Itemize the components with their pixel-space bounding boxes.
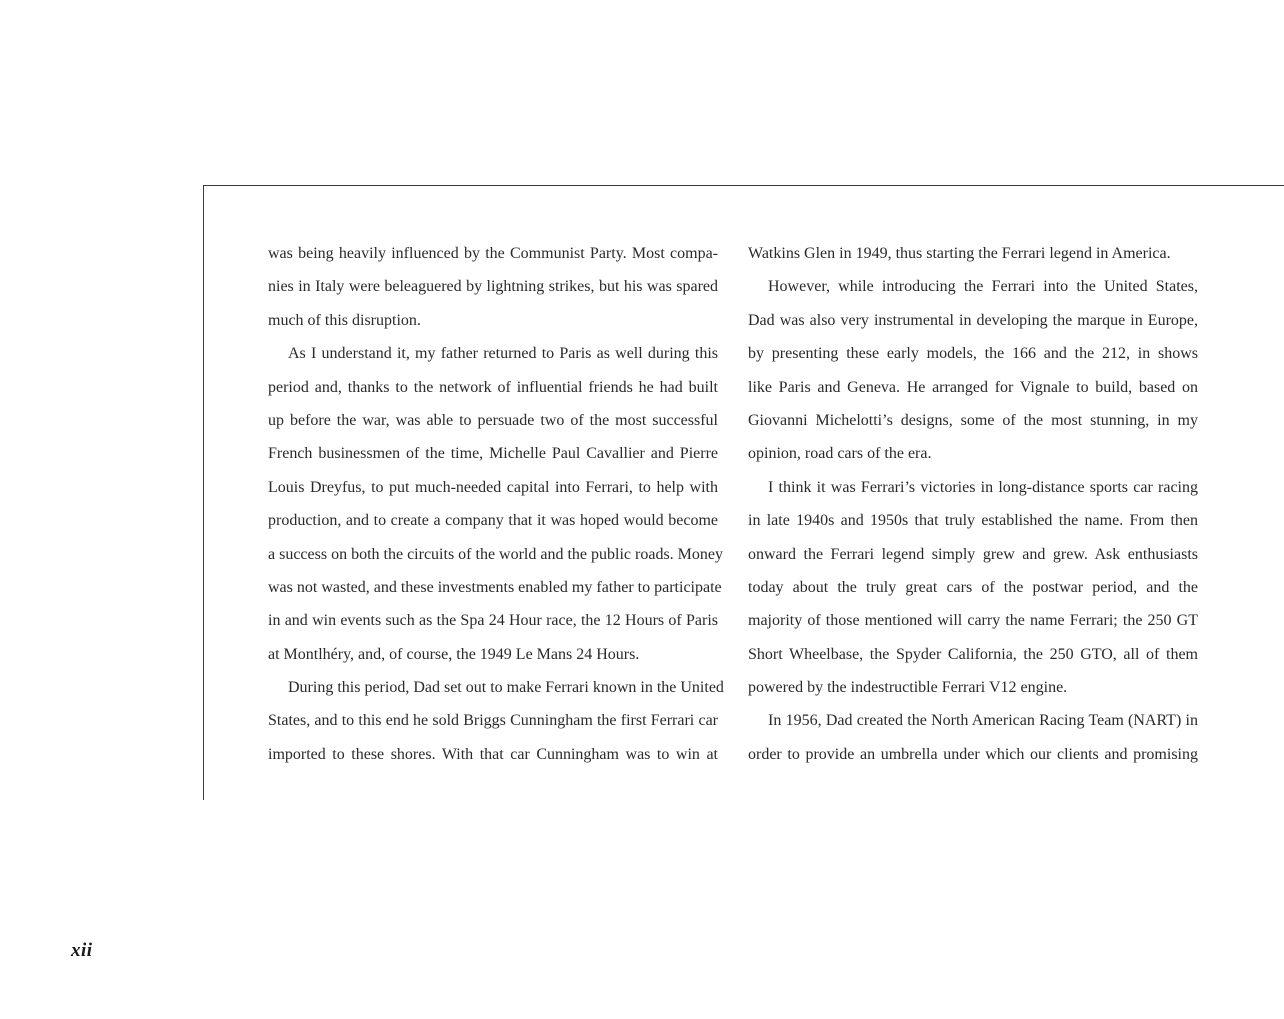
text-line: today about the truly great cars of the postwar period, and the [748, 578, 1198, 596]
text-line: Watkins Glen in 1949, thus starting the Ferrari legend in America. [748, 245, 1171, 262]
text-line: a success on both the circuits of the world and the public roads. Money [268, 545, 723, 563]
text-line: States, and to this end he sold Briggs Cunningham the first Ferrari car [268, 712, 718, 730]
text-line: by presenting these early models, the 166 and the 212, in shows [748, 345, 1198, 363]
text-column-right [748, 237, 1198, 771]
text-line: was being heavily influenced by the Communist Party. Most compa- [268, 245, 718, 262]
text-line: period and, thanks to the network of influential friends he had built [268, 378, 718, 396]
text-line: at Montlhéry, and, of course, the 1949 Le Mans 24 Hours. [268, 645, 640, 663]
text-line: majority of those mentioned will carry the name Ferrari; the 250 GT [748, 612, 1198, 630]
page-number: xii [71, 940, 93, 961]
text-line: Short Wheelbase, the Spyder California, the 250 GTO, all of them [748, 645, 1198, 663]
text-column-left [268, 237, 724, 771]
text-line: opinion, road cars of the era. [748, 445, 932, 463]
text-line: In 1956, Dad created the North American Racing Team (NART) in [768, 712, 1198, 730]
text-line: production, and to create a company that it was hoped would become [268, 512, 718, 530]
text-line: was not wasted, and these investments enabled my father to participate [268, 578, 722, 596]
text-line: in and win events such as the Spa 24 Hour race, the 12 Hours of Paris [268, 612, 718, 630]
text-line: Louis Dreyfus, to put much-needed capital into Ferrari, to help with [268, 478, 718, 496]
text-line: up before the war, was able to persuade two of the most successful [268, 411, 718, 429]
text-line: I think it was Ferrari’s victories in long-distance sports car racing [768, 478, 1198, 496]
frame-top-rule [203, 185, 1284, 186]
text-line: onward the Ferrari legend simply grew and grew. Ask enthusiasts [748, 545, 1198, 563]
text-line: order to provide an umbrella under which our clients and promising [748, 745, 1198, 763]
text-line: powered by the indestructible Ferrari V12 engine. [748, 679, 1068, 697]
text-line: Giovanni Michelotti’s designs, some of the most stunning, in my [748, 411, 1198, 429]
text-line: like Paris and Geneva. He arranged for Vignale to build, based on [748, 378, 1198, 396]
text-line: nies in Italy were beleaguered by lightning strikes, but his was spared [268, 278, 718, 296]
text-line: Dad was also very instrumental in developing the marque in Europe, [748, 311, 1198, 329]
text-line: However, while introducing the Ferrari into the United States, [768, 278, 1198, 296]
text-line: French businessmen of the time, Michelle Paul Cavallier and Pierre [268, 445, 718, 463]
text-line: During this period, Dad set out to make Ferrari known in the United [288, 679, 724, 697]
text-line: much of this disruption. [268, 311, 421, 329]
text-line: As I understand it, my father returned to Paris as well during this [288, 345, 718, 363]
text-line: in late 1940s and 1950s that truly established the name. From then [748, 512, 1198, 530]
frame-left-rule [203, 185, 204, 800]
text-line: imported to these shores. With that car Cunningham was to win at [268, 745, 718, 763]
